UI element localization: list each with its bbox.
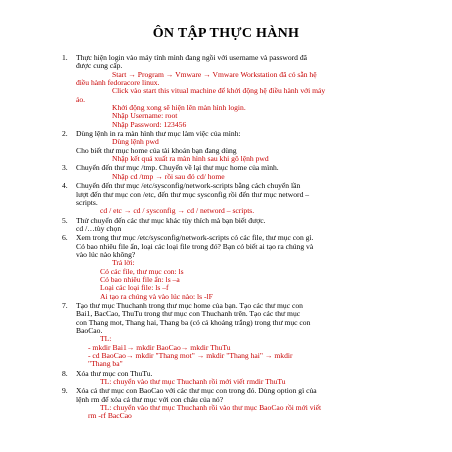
exercise-item: [62, 130, 420, 163]
page-title: ÔN TẬP THỰC HÀNH: [152, 26, 300, 41]
answer-line: Có bao nhiêu file ẩn: ls –a: [100, 274, 180, 284]
exercise-list: [62, 54, 420, 422]
answer-line: điều hành fedoracore linux.: [76, 78, 160, 88]
question-line: vào lúc nào không?: [76, 249, 136, 259]
exercise-item: [62, 217, 420, 234]
question-line: con Thang mot, Thang hai, Thang ba (có cả khoảng trắng) trong thư mục con: [76, 317, 311, 327]
question-line: được cung cấp.: [76, 61, 123, 71]
answer-line: Dùng lệnh pwd: [112, 137, 159, 147]
exercise-number: 3.: [62, 163, 68, 173]
exercise-number: 2.: [62, 129, 68, 139]
question-line: Cho biết thư mục home của tài khoản bạn đang dùng: [76, 145, 237, 155]
exercise-item: [62, 387, 420, 420]
answer-line: Trả lời:: [112, 258, 135, 268]
exercise-item: [62, 182, 420, 215]
exercise-item: [62, 54, 420, 129]
exercise-number: 6.: [62, 233, 68, 243]
question-line: scripts.: [76, 197, 98, 207]
answer-line: Nhập kết quả xuất ra màn hình sau khi gõ lệnh pwd: [112, 154, 269, 164]
answer-line: "Thang ba": [88, 359, 123, 369]
question-line: Chuyển đến thư mục /etc/sysconfig/network-scripts bằng cách chuyển lần: [76, 181, 301, 191]
answer-line: Start → Program → Vmware → Vmware Workstation đã có sẵn hệ: [112, 69, 317, 79]
question-line: BaoCao.: [76, 326, 103, 335]
question-line: Dùng lệnh in ra màn hình thư mục làm việc của mình:: [76, 129, 241, 139]
question-line: lệnh rm để xóa cả thư mục với con cháu của nó?: [76, 394, 224, 404]
exercise-item: [62, 370, 420, 387]
question-line: Xóa thư mục con ThuTu.: [76, 368, 153, 378]
exercise-item: [62, 302, 420, 369]
question-line: Xem trong thư mục /etc/sysconfig/network-scripts có các file, thư mục con gì.: [76, 233, 314, 243]
question-line: Xóa cả thư mục con BaoCao với các thư mục con trong đó. Dùng option gì của: [76, 386, 317, 396]
answer-line: rm -rf BacCao: [88, 411, 132, 421]
question-line: Thử chuyển đến các thư mục khác tùy thích mà bạn biết được.: [76, 215, 266, 225]
answer-line: Click vào start this vitual machine để khởi động hệ điều hành với máy: [112, 86, 326, 96]
answer-line: Nhập cd /tmp → rồi sau đó cd/ home: [112, 171, 225, 181]
exercise-item: [62, 234, 420, 301]
answer-line: Loại các loại file: ls –f: [100, 283, 169, 293]
answer-line: Có các file, thư mục con: ls: [100, 266, 184, 276]
exercise-number: 1.: [62, 53, 68, 62]
question-line: Chuyển đến thư mục /tmp. Chuyển về lại thư mục home của mình.: [76, 163, 279, 173]
answer-line: Nhập Username: root: [112, 111, 178, 121]
answer-line: TL: chuyển vào thư mục Thuchanh rồi mới viết rmdir ThuTu: [100, 377, 286, 387]
answer-line: cd / etc → cd / sysconfig → cd / netword – scripts.: [100, 206, 255, 216]
answer-line: - cd BaoCao→ mkdir "Thang mot" → mkdir "Thang hai" → mkdir: [88, 351, 293, 361]
exercise-number: 7.: [62, 300, 68, 310]
question-line: lượt đến thư mục con /etc, đến thư mục sysconfig rồi đến thư mục netword –: [76, 189, 310, 199]
exercise-number: 8.: [62, 368, 68, 378]
question-line: Thực hiện login vào máy tính mình đang ngồi với username và password đã: [76, 53, 308, 62]
question-line: Tạo thư mục Thuchanh trong thư mục home của bạn. Tạo các thư mục con: [76, 300, 303, 310]
answer-line: ảo.: [76, 94, 86, 104]
answer-line: TL:: [100, 334, 112, 344]
exercise-number: 5.: [62, 215, 68, 225]
answer-line: Ai tạo ra chúng và vào lúc nào: ls -lF: [100, 291, 213, 301]
answer-line: - mkdir Bai1→ mkdir BaoCao→ mkdir ThuTu: [88, 342, 231, 352]
exercise-item: [62, 164, 420, 181]
answer-line: Khởi động xong sẽ hiện lên màn hình login.: [112, 103, 246, 113]
question-line: Có bao nhiêu file ẩn, loại các loại file trong đó? Bạn có biết ai tạo ra chúng và: [76, 241, 314, 251]
answer-line: TL: chuyển vào thư mục Thuchanh rồi vào thư mục BaoCao rồi mới viết: [100, 403, 322, 413]
question-line: cd /…tùy chọn: [76, 223, 122, 233]
exercise-number: 9.: [62, 386, 68, 396]
answer-line: Nhập Password: 123456: [112, 119, 187, 129]
question-line: Bai1, BacCao, ThuTu trong thư mục con Thuchanh trên. Tạo các thư mục: [76, 309, 301, 319]
exercise-number: 4.: [62, 181, 68, 191]
